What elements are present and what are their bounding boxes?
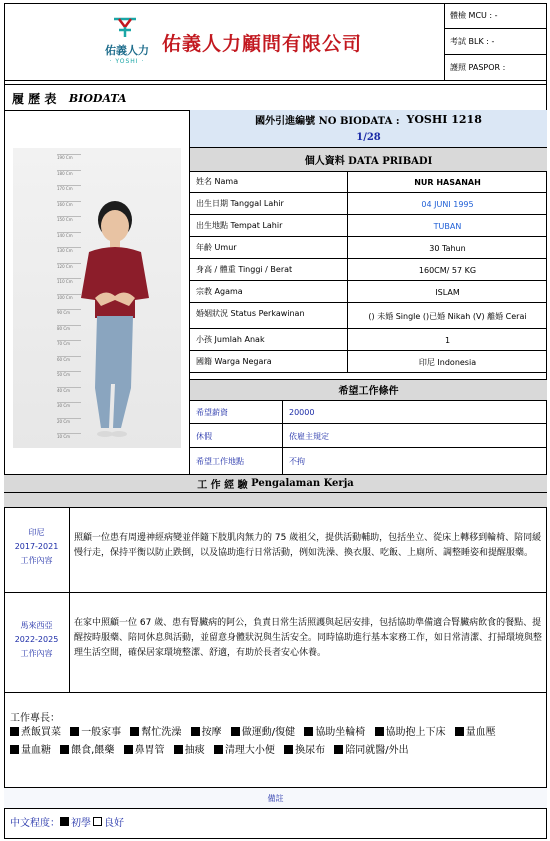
skill-label: 餵食,餵藥 <box>71 745 115 756</box>
skill-checkbox[interactable] <box>284 745 293 754</box>
person-figure-icon <box>13 148 181 448</box>
wish-row-label: 休假 <box>190 424 283 448</box>
skill-item <box>231 727 295 738</box>
skill-label: 抽痰 <box>184 745 205 756</box>
skill-label: 煮飯買菜 <box>21 727 61 738</box>
skill-item <box>60 745 114 756</box>
remarks-label: 備註 <box>4 788 547 808</box>
skills-top <box>4 692 547 693</box>
wish-heading: 希望工作條件 <box>190 379 547 400</box>
work-item-divider <box>4 592 547 593</box>
header <box>4 3 547 80</box>
skill-checkbox[interactable] <box>174 745 183 754</box>
skill-checkbox[interactable] <box>124 745 133 754</box>
skill-label: 量血壓 <box>465 727 496 738</box>
photo <box>13 148 181 448</box>
biodata-label: 國外引進編號 NO BIODATA : <box>255 116 400 127</box>
work-item-1-meta: 印尼 2017-2021 工作內容 <box>4 508 70 592</box>
personal-row <box>190 329 547 351</box>
skill-label: 清理大小便 <box>224 745 275 756</box>
personal-row-value: () 未婚 Single ()已婚 Nikah (V) 離婚 Cerai <box>368 311 527 321</box>
ruler-mark: 170 Cm <box>57 185 81 191</box>
wish-table <box>190 400 547 474</box>
blk-box: 考試 BLK : - <box>445 29 547 55</box>
personal-row <box>190 281 547 303</box>
personal-row <box>190 259 547 281</box>
work-spacer <box>4 493 547 507</box>
skill-label: 協助坐輪椅 <box>315 727 366 738</box>
header-right-boxes <box>444 3 547 80</box>
skill-item <box>70 727 121 738</box>
ruler-mark: 40 Cm <box>57 387 81 393</box>
personal-table <box>190 171 547 377</box>
ruler-mark: 30 Cm <box>57 402 81 408</box>
chinese-top <box>4 808 547 809</box>
chinese-beginner-checkbox[interactable] <box>60 817 69 826</box>
skill-checkbox[interactable] <box>10 727 19 736</box>
personal-row-label: 年齡 Umur <box>190 237 348 259</box>
personal-row-value: 印尼 Indonesia <box>418 357 477 367</box>
ruler-mark: 140 Cm <box>57 232 81 238</box>
logo-sub: · YOSHI · <box>109 58 145 65</box>
skill-checkbox[interactable] <box>70 727 79 736</box>
logo <box>96 15 158 71</box>
ruler-mark: 50 Cm <box>57 371 81 377</box>
skill-item <box>10 745 51 756</box>
skills-label: 工作專長： <box>10 713 60 724</box>
personal-row-label: 婚姻狀況 Status Perkawinan <box>190 303 348 329</box>
skill-label: 做運動/復健 <box>241 727 296 738</box>
skill-label: 按摩 <box>201 727 222 738</box>
wish-row <box>190 424 547 448</box>
skill-checkbox[interactable] <box>375 727 384 736</box>
skill-checkbox[interactable] <box>455 727 464 736</box>
ruler-mark: 90 Cm <box>57 309 81 315</box>
ruler-mark: 80 Cm <box>57 325 81 331</box>
skill-item <box>174 745 205 756</box>
skill-item <box>375 727 446 738</box>
personal-row-label: 姓名 Nama <box>190 171 348 193</box>
skill-item <box>304 727 365 738</box>
ruler-mark: 150 Cm <box>57 216 81 222</box>
skill-label: 協助抱上下床 <box>385 727 446 738</box>
personal-row-value: ISLAM <box>435 287 460 297</box>
biodata-page: 1/28 <box>356 131 381 143</box>
personal-row-label: 出生地點 Tempat Lahir <box>190 215 348 237</box>
personal-row-value: NUR HASANAH <box>414 177 481 187</box>
mcu-box: 體檢 MCU : - <box>445 3 547 29</box>
ruler-mark: 110 Cm <box>57 278 81 284</box>
wish-row-label: 希望工作地點 <box>190 448 283 474</box>
header-divider-2 <box>4 84 547 85</box>
ruler-mark: 190 Cm <box>57 154 81 160</box>
ruler-mark: 120 Cm <box>57 263 81 269</box>
skill-checkbox[interactable] <box>130 727 139 736</box>
skill-item <box>214 745 275 756</box>
ruler-mark: 60 Cm <box>57 356 81 362</box>
page-title: 履 歷 表 BIODATA <box>12 91 127 106</box>
personal-row-label: 宗教 Agama <box>190 281 348 303</box>
work-spacer-divider <box>4 507 547 508</box>
ruler-mark: 180 Cm <box>57 170 81 176</box>
personal-row <box>190 193 547 215</box>
skill-item <box>334 745 408 756</box>
skill-checkbox[interactable] <box>191 727 200 736</box>
skill-checkbox[interactable] <box>214 745 223 754</box>
skill-label: 量血糖 <box>21 745 51 756</box>
work-item-1-desc: 照顧一位患有周邊神經病變並伴隨下肢肌肉無力的 75 歲祖父，提供活動輔助，包括坐立、從床上轉移到輪椅、陪同緩慢行走，保持平衡以防止跌倒，以及協助進行日常活動，例如洗澡、換衣服、吃飯、上廁所、調整睡姿和提醒服藥。 <box>74 533 542 558</box>
personal-row-label: 小孩 Jumlah Anak <box>190 329 348 351</box>
header-divider <box>4 80 547 81</box>
skill-checkbox[interactable] <box>10 745 19 754</box>
personal-row <box>190 303 547 329</box>
skill-checkbox[interactable] <box>60 745 69 754</box>
skill-item <box>284 745 325 756</box>
personal-row-value: TUBAN <box>433 221 462 231</box>
wish-row-label: 希望薪資 <box>190 400 283 424</box>
personal-row-value: 160CM/ 57 KG <box>418 265 477 275</box>
ruler-mark: 100 Cm <box>57 294 81 300</box>
work-item-2-meta: 馬來西亞 2022-2025 工作內容 <box>4 593 70 692</box>
biodata-value: YOSHI 1218 <box>406 113 482 126</box>
biodata-number-box <box>190 110 547 147</box>
skill-label: 換尿布 <box>295 745 326 756</box>
chinese-good-checkbox[interactable] <box>93 817 102 826</box>
ruler-mark: 20 Cm <box>57 418 81 424</box>
personal-row-label: 國籍 Warga Negara <box>190 351 348 373</box>
personal-row <box>190 171 547 193</box>
company-name: 佑義人力顧問有限公司 <box>162 33 363 55</box>
skill-item <box>455 727 496 738</box>
skill-label: 陪同就醫/外出 <box>345 745 409 756</box>
paspor-box: 護照 PASPOR : <box>450 63 506 72</box>
skill-checkbox[interactable] <box>334 745 343 754</box>
work-heading: 工 作 經 驗 Pengalaman Kerja <box>4 475 547 492</box>
wish-row-value: 依雇主規定 <box>289 431 329 441</box>
personal-row <box>190 215 547 237</box>
skill-item <box>130 727 181 738</box>
personal-row <box>190 237 547 259</box>
skill-checkbox[interactable] <box>231 727 240 736</box>
wish-row-value: 20000 <box>289 407 315 417</box>
personal-row-value: 1 <box>444 335 451 345</box>
personal-heading: 個人資料 DATA PRIBADI <box>190 148 547 171</box>
skill-checkbox[interactable] <box>304 727 313 736</box>
ruler-mark: 130 Cm <box>57 247 81 253</box>
personal-row-label: 出生日期 Tanggal Lahir <box>190 193 348 215</box>
logo-mark-icon <box>110 15 140 39</box>
skill-label: 鼻胃管 <box>134 745 165 756</box>
skill-item <box>191 727 222 738</box>
skill-item <box>124 745 165 756</box>
wish-row <box>190 448 547 474</box>
ruler-mark: 70 Cm <box>57 340 81 346</box>
personal-row-value: 30 Tahun <box>429 243 466 253</box>
skill-item <box>10 727 61 738</box>
work-item-2-desc: 在家中照顧一位 67 歲、患有腎臟病的阿公，負責日常生活照護與起居安排，包括協助準備適合腎臟病飲食的餐點、提醒按時服藥、陪同休息與活動，並留意身體狀況與生活安全。同時協助進行基本家務工作，如日常清潔、打掃環境與整理生活空間，確保居家環境整潔、舒適，有助於長者安心休養。 <box>74 618 543 658</box>
logo-text: 佑義人力 <box>105 44 149 57</box>
wish-heading-top <box>190 379 547 380</box>
wish-row-value: 不拘 <box>289 456 305 466</box>
personal-row-value: 04 JUNI 1995 <box>421 199 474 209</box>
skill-label: 幫忙洗澡 <box>141 727 182 738</box>
skills-list <box>10 724 542 760</box>
wish-row <box>190 400 547 424</box>
ruler-mark: 10 Cm <box>57 433 81 439</box>
ruler-mark: 160 Cm <box>57 201 81 207</box>
chinese-level: 中文程度： 初學 良好 <box>10 817 124 829</box>
skill-label: 一般家事 <box>81 727 122 738</box>
personal-row-label: 身高 / 體重 Tinggi / Berat <box>190 259 348 281</box>
personal-row <box>190 351 547 373</box>
